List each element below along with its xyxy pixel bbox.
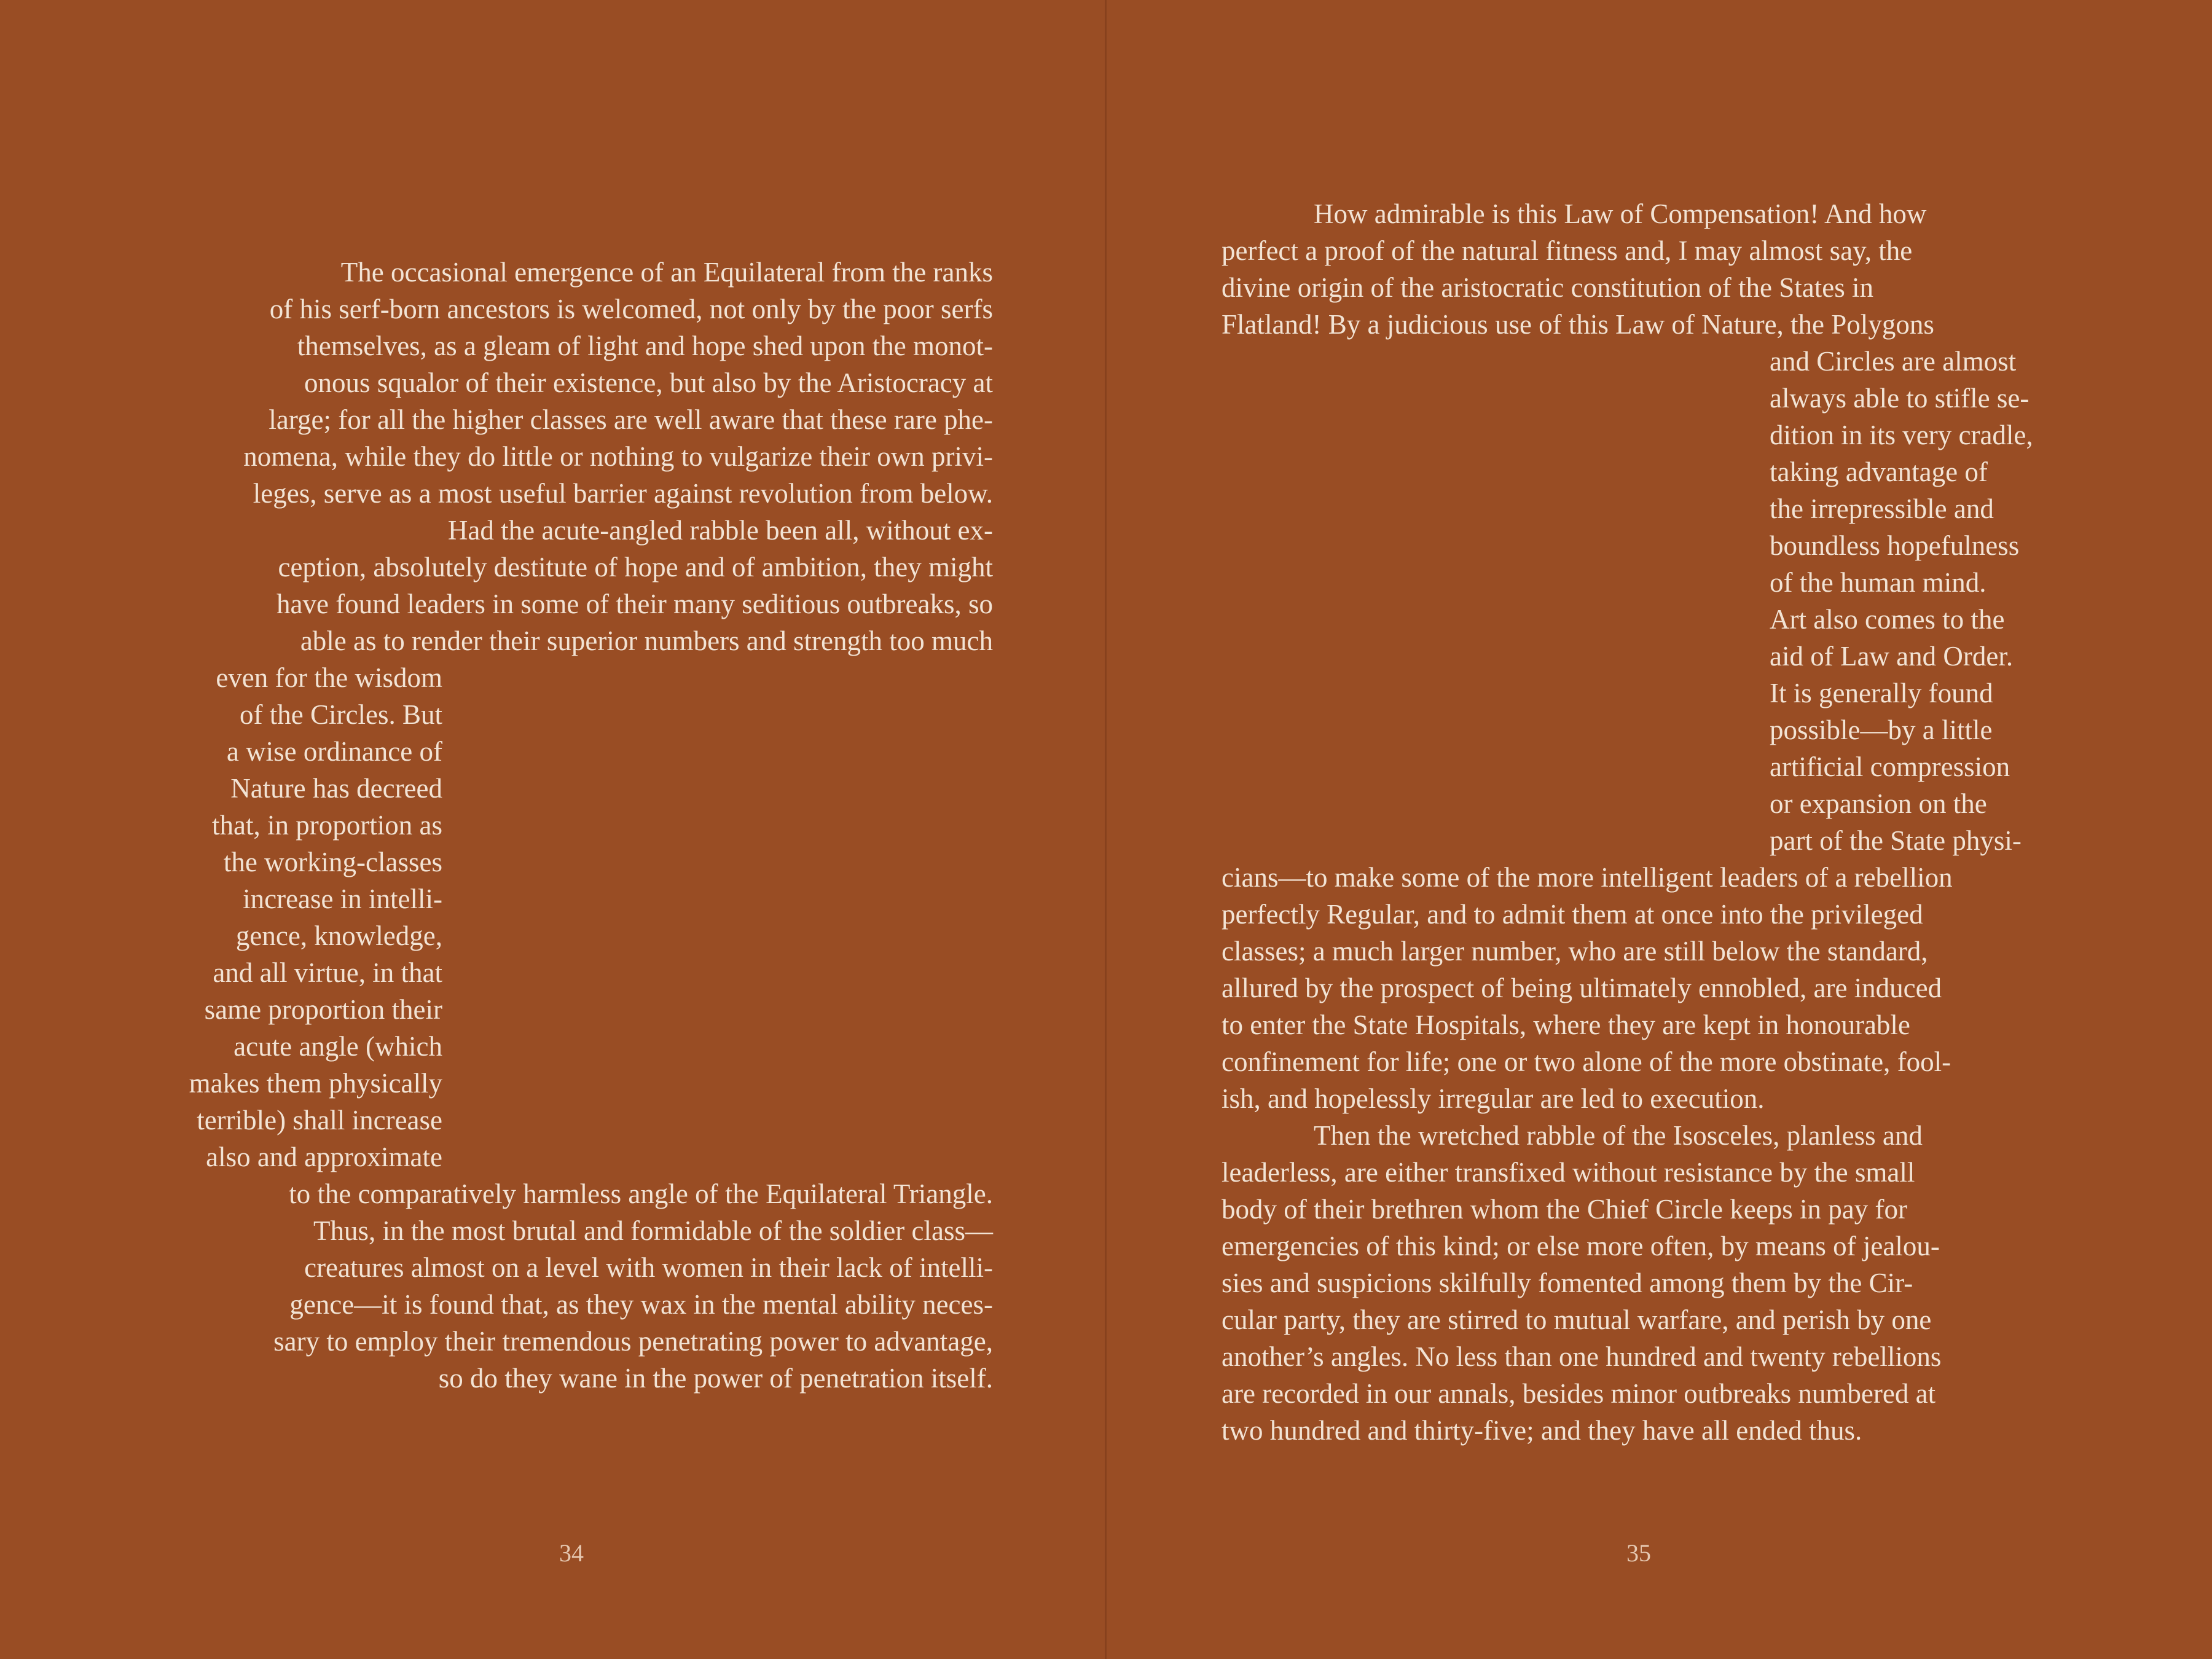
text-line: sies and suspicions skilfully fomented among them by the Cir- [1222,1268,1913,1298]
text-line: Thus, in the most brutal and formidable of the soldier class— [313,1215,993,1246]
text-line: It is generally found [1770,678,1993,708]
text-line: classes; a much larger number, who are still below the standard, [1222,936,1928,967]
text-line: possible—by a little [1770,715,1993,745]
text-line: The occasional emergence of an Equilateral from the ranks [340,257,993,288]
text-line: so do they wane in the power of penetration itself. [438,1363,993,1394]
text-line: dition in its very cradle, [1770,420,2033,450]
text-line: leaderless, are either transfixed without resistance by the small [1222,1157,1915,1188]
text-line: to the comparatively harmless angle of the Equilateral Triangle. [289,1179,993,1209]
text-line: of the Circles. But [240,699,442,730]
text-line: onous squalor of their existence, but also by the Aristocracy at [304,367,993,398]
text-line: increase in intelli- [243,884,442,914]
text-line: have found leaders in some of their many seditious outbreaks, so [276,589,993,619]
text-line: makes them physically [189,1068,442,1099]
text-line: another’s angles. No less than one hundred and twenty rebellions [1222,1341,1942,1372]
text-line: Nature has decreed [230,773,442,804]
text-line: perfect a proof of the natural fitness and, I may almost say, the [1222,235,1913,266]
text-line: Had the acute-angled rabble been all, without ex- [447,515,993,546]
text-line: also and approximate [206,1142,442,1172]
text-line: two hundred and thirty-five; and they have all ended thus. [1222,1415,1862,1446]
page-number: 34 [559,1539,584,1567]
text-line: or expansion on the [1770,788,1987,819]
text-line: gence, knowledge, [235,920,442,951]
text-line: the irrepressible and [1770,493,1994,524]
text-line: confinement for life; one or two alone of the more obstinate, fool- [1222,1046,1951,1077]
text-line: to enter the State Hospitals, where they are kept in honourable [1222,1010,1910,1040]
text-line: allured by the prospect of being ultimately ennobled, are induced [1222,973,1942,1003]
page-gutter [1105,0,1107,1659]
text-line: boundless hopefulness [1770,530,2020,561]
text-line: and Circles are almost [1770,346,2017,377]
text-line: the working-classes [223,847,442,877]
text-line: emergencies of this kind; or else more often, by means of jealou- [1222,1231,1940,1261]
text-line: Art also comes to the [1770,604,2005,635]
text-line: cular party, they are stirred to mutual warfare, and perish by one [1222,1304,1932,1335]
text-line: Flatland! By a judicious use of this Law of Nature, the Polygons [1222,309,1934,340]
text-line: gence—it is found that, as they wax in the mental ability neces- [289,1289,993,1320]
text-line: ception, absolutely destitute of hope and of ambition, they might [278,552,993,582]
text-line: sary to employ their tremendous penetrating power to advantage, [273,1326,993,1357]
text-line: divine origin of the aristocratic constitution of the States in [1222,272,1874,303]
text-line: perfectly Regular, and to admit them at once into the privileged [1222,899,1923,930]
text-line: able as to render their superior numbers and strength too much [300,626,993,656]
text-line: large; for all the higher classes are well aware that these rare phe- [269,404,993,435]
text-line: a wise ordinance of [226,736,442,767]
text-line: always able to stifle se- [1770,383,2030,414]
text-line: leges, serve as a most useful barrier against revolution from below. [253,478,993,509]
text-line: How admirable is this Law of Compensation! And how [1314,198,1927,229]
text-line: part of the State physi- [1770,825,2022,856]
text-line: ish, and hopelessly irregular are led to execution. [1222,1083,1765,1114]
text-line: nomena, while they do little or nothing to vulgarize their own privi- [243,441,993,472]
text-line: body of their brethren whom the Chief Circle keeps in pay for [1222,1194,1907,1225]
text-line: cians—to make some of the more intelligent leaders of a rebellion [1222,862,1953,893]
text-line: taking advantage of [1770,457,1988,487]
text-line: creatures almost on a level with women in their lack of intelli- [304,1252,993,1283]
text-line: terrible) shall increase [197,1105,442,1135]
text-line: aid of Law and Order. [1770,641,2014,672]
text-line: acute angle (which [233,1031,442,1062]
text-line: of his serf-born ancestors is welcomed, not only by the poor serfs [269,294,993,324]
text-line: same proportion their [204,994,442,1025]
text-line: themselves, as a gleam of light and hope shed upon the monot- [297,331,993,361]
text-line: Then the wretched rabble of the Isosceles, planless and [1314,1120,1923,1151]
text-line: that, in proportion as [212,810,442,841]
text-line: of the human mind. [1770,567,1986,598]
page-number: 35 [1626,1539,1651,1567]
text-line: and all virtue, in that [213,957,442,988]
text-line: are recorded in our annals, besides minor outbreaks numbered at [1222,1378,1936,1409]
text-line: artificial compression [1770,751,2010,782]
text-line: even for the wisdom [216,662,442,693]
